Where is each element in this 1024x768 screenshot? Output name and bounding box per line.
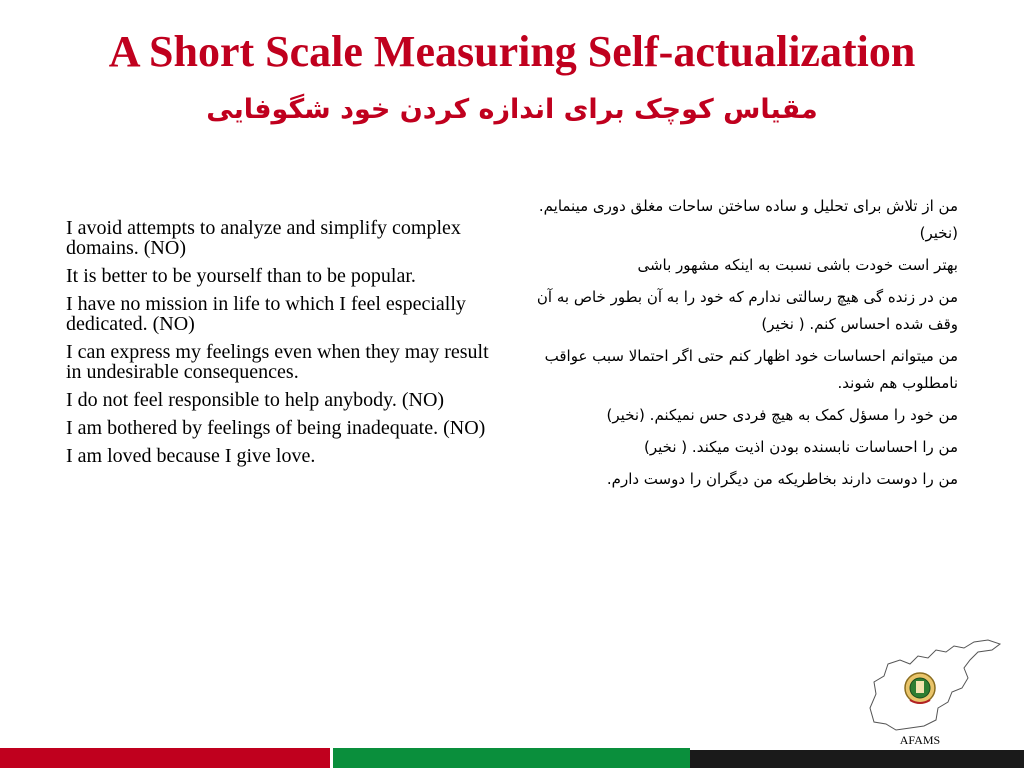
persian-statement-item: من را دوست دارند بخاطریکه من دیگران را دوست دارم. bbox=[606, 470, 958, 488]
bottom-bar-green-segment bbox=[333, 748, 690, 768]
afghanistan-map-emblem-icon bbox=[866, 638, 1002, 734]
english-statement-item: It is better to be yourself than to be popular. bbox=[66, 265, 416, 287]
persian-statement-item: من را احساسات نابسنده بودن اذیت میکند. ( نخیر) bbox=[644, 438, 958, 456]
english-statement-item: I have no mission in life to which I feel especially dedicated. (NO) bbox=[66, 293, 466, 335]
afams-logo-label: AFAMS bbox=[899, 733, 941, 747]
page-subtitle-persian: مقیاس کوچک برای اندازه کردن خود شگوفایی bbox=[206, 94, 818, 125]
bottom-flag-bar bbox=[0, 748, 1024, 768]
english-statement-item: I do not feel responsible to help anybody. (NO) bbox=[66, 389, 445, 411]
persian-statement-item: من در زنده گی هیچ رسالتی ندارم که خود را به آن بطور خاص به آن وقف شده احساس کنم. ( نخیر) bbox=[536, 288, 958, 333]
persian-statement-item: من از تلاش برای تحلیل و ساده ساختن ساحات مغلق دوری مینمایم. (نخیر) bbox=[538, 197, 958, 242]
english-statement-item: I avoid attempts to analyze and simplify complex domains. (NO) bbox=[66, 217, 461, 259]
persian-statements-list bbox=[522, 193, 958, 498]
english-statement-item: I am bothered by feelings of being inadequate. (NO) bbox=[66, 417, 486, 439]
page-title: A Short Scale Measuring Self-actualization bbox=[108, 27, 916, 76]
english-statement-item: I am loved because I give love. bbox=[66, 445, 316, 467]
persian-statement-item: من خود را مسؤل کمک به هیچ فردی حس نمیکنم. (نخیر) bbox=[606, 406, 958, 424]
english-statements-list bbox=[66, 218, 506, 474]
persian-statement-item: من میتوانم احساسات خود اظهار کنم حتی اگر احتمالا سبب عواقب نامطلوب هم شوند. bbox=[544, 347, 958, 392]
bottom-bar-black-segment bbox=[690, 750, 1024, 768]
english-statement-item: I can express my feelings even when they may result in undesirable consequences. bbox=[66, 341, 489, 383]
persian-statement-item: بهتر است خودت باشی نسبت به اینکه مشهور باشی bbox=[637, 256, 958, 274]
bottom-bar-red-segment bbox=[0, 748, 330, 768]
